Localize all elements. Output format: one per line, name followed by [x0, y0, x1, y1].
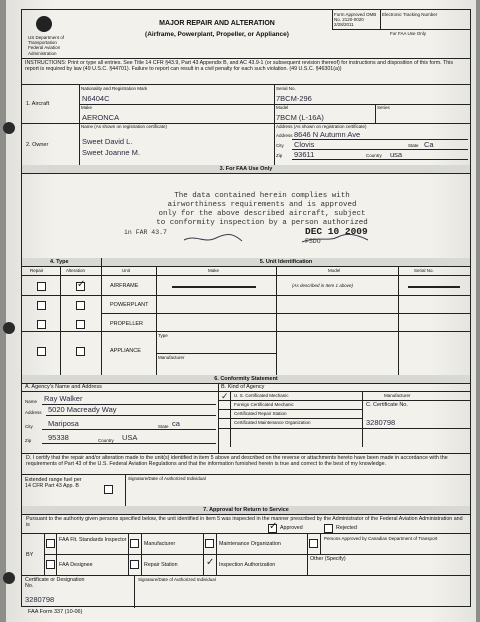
conformity-title: 6. Conformity Statement — [214, 376, 278, 382]
instructions: INSTRUCTIONS: Print or type all entries. See Title 14 CFR §43.9, Part 43 Appendix B, and AC 43.9-1 (or subsequent revision thereof) for instructions and disposition of this form. This report is required by law (49 U.S.C. §44701). Failure to report can result in a civil penalty for each such violation. (49 U.S.C. §46301(a)) — [25, 60, 453, 73]
unit-header: Unit — [122, 268, 131, 273]
agency-zip-value: 95338 — [48, 433, 69, 442]
country-label: Country — [366, 153, 382, 158]
approved-label: Approved — [280, 525, 303, 531]
stamp-date: DEC 10 2009 — [305, 226, 368, 237]
designation-label: Certificate or Designation No. — [25, 577, 85, 590]
kind-manufacturer: Manufacturer — [384, 393, 411, 398]
flt-standards-checkbox[interactable] — [46, 539, 55, 548]
owner-zip: 93611 — [294, 150, 315, 159]
cell-faa-designee: FAA Designee — [59, 562, 93, 568]
maint-org-checkbox[interactable] — [205, 539, 214, 548]
alteration-appliance-checkbox[interactable] — [76, 347, 85, 356]
faa-designee-checkbox[interactable] — [46, 560, 55, 569]
serial-label: Serial No. — [276, 86, 296, 91]
cell-repair-station: Repair Station — [144, 562, 178, 568]
alteration-propeller-checkbox[interactable] — [76, 320, 85, 329]
form-approved: Form Approved OMB No. 2120-0020 2/28/2011 — [334, 12, 377, 28]
approval-signature-label: Signature/Date of Authorized Individual — [138, 577, 216, 582]
certification-statement: D. I certify that the repair and/or alteration made to the unit(s) identified in item 5 above and described on the reverse or attachments hereto have been made in accordance with the requirements of Part 43 of the U.S. Federal Aviation Regulations and that the information furnished herein is true and correct to the best of my knowledge. — [26, 455, 448, 468]
agency-country-value: USA — [122, 433, 138, 442]
repair-powerplant-checkbox[interactable] — [37, 301, 46, 310]
cell-maint-org: Maintenance Organization — [219, 541, 281, 547]
unit-powerplant: POWERPLANT — [110, 302, 149, 308]
kind-repair-station: Certificated Repair Station — [234, 411, 287, 416]
faa-use-title: 3. For FAA Use Only — [219, 166, 273, 172]
agency-country-label: Country — [98, 438, 114, 443]
agency-name-label: Name — [25, 399, 38, 404]
stamp-line-2: airworthiness requirements and is approved — [167, 201, 357, 209]
kind-maint-org: Certificated Maintenance Organization — [234, 420, 311, 425]
cell-manufacturer: Manufacturer — [144, 541, 176, 547]
agency-state-value: ca — [172, 419, 180, 428]
make-header: Make — [208, 268, 220, 273]
dot-seal-icon — [36, 16, 52, 32]
agency-city-value: Mariposa — [48, 419, 79, 428]
alteration-header: Alteration — [66, 268, 86, 273]
designation-value: 3280798 — [25, 595, 55, 604]
form-page — [6, 0, 476, 622]
series-label: Series — [377, 105, 390, 110]
agency-name: US Department of Transportation Federal Aviation Administration — [28, 35, 65, 56]
form-337 — [21, 9, 471, 607]
owner-name-label: Name (As shown on registration certificate) — [81, 124, 168, 129]
unit-appliance: APPLIANCE — [110, 348, 141, 354]
form-title: MAJOR REPAIR AND ALTERATION — [159, 20, 275, 27]
agency-address-label: Address — [25, 410, 42, 415]
serial-value: 7BCM-296 — [276, 94, 312, 103]
by-label: BY — [26, 552, 34, 558]
agency-name-value: Ray Walker — [44, 394, 83, 403]
kind-foreign-mechanic: Foreign Certificated Mechanic — [234, 402, 294, 407]
faa-use-label: For FAA Use Only — [390, 31, 427, 36]
conformity-signature-label: Signature/Date of Authorized Individual — [128, 476, 206, 481]
agency-label: A. Agency's Name and Address — [25, 384, 102, 390]
zip-label: Zip — [276, 153, 283, 158]
type-label: Type — [158, 333, 168, 338]
alteration-powerplant-checkbox[interactable] — [76, 301, 85, 310]
cert-no-label: C. Certificate No. — [366, 402, 408, 408]
address-label: Address — [276, 133, 293, 138]
approved-checkbox[interactable] — [268, 521, 278, 533]
owner-name-2: Sweet Joanne M. — [82, 148, 140, 157]
stamp-line-1: The data contained herein complies with — [174, 192, 350, 200]
agency-city-label: City — [25, 424, 33, 429]
owner-name-1: Sweet David L. — [82, 137, 133, 146]
state-label: State — [408, 143, 419, 148]
punch-hole — [3, 122, 15, 134]
tracking-label: Electronic Tracking Number — [382, 12, 438, 17]
approved-check-mark: ✓ — [269, 521, 278, 532]
kind-us-mechanic: U. S. Certificated Mechanic — [234, 393, 289, 398]
unit-id-title: 5. Unit Identification — [259, 259, 313, 265]
cert-no-value: 3280798 — [366, 418, 396, 427]
kind-of-agency-label: B. Kind of Agency — [221, 384, 265, 390]
owner-addr-label: Address (As shown on registration certificate) — [276, 124, 367, 129]
stamp-line-5: in FAR 43.7 — [124, 229, 167, 236]
check-mark: ✓ — [77, 279, 86, 290]
stamp-line-3: only for the above described aircraft, subject — [158, 210, 366, 218]
model-value: 7BCM (L-16A) — [276, 113, 324, 122]
owner-city: Clovis — [294, 140, 315, 149]
unit-airframe: AIRFRAME — [110, 283, 139, 289]
repair-propeller-checkbox[interactable] — [37, 320, 46, 329]
form-subtitle: (Airframe, Powerplant, Propeller, or Appliance) — [145, 31, 289, 38]
repair-station-checkbox[interactable] — [130, 560, 139, 569]
extended-range-checkbox[interactable] — [104, 485, 113, 494]
model-header: Model — [328, 268, 341, 273]
approval-text: Pursuant to the authority given persons specified below, the unit identified in item 5 was inspected in the manner prescribed by the Administrator of the Federal Aviation Administration and is — [26, 516, 463, 529]
rejected-checkbox[interactable] — [324, 524, 333, 533]
stamp-line-4: to conformity inspection by a person authorized — [156, 219, 368, 227]
repair-airframe-checkbox[interactable] — [37, 282, 46, 291]
section-aircraft: 1. Aircraft — [26, 101, 50, 107]
repair-header: Repair — [30, 268, 44, 273]
canadian-checkbox[interactable] — [309, 539, 318, 548]
punch-hole — [3, 322, 15, 334]
faa-signature-scribble — [182, 232, 372, 246]
owner-state: Ca — [424, 140, 434, 149]
section-owner: 2. Owner — [26, 142, 49, 148]
cell-canadian: Persons Approved by Canadian Department of Transport — [324, 536, 438, 541]
agency-zip-label: Zip — [25, 438, 32, 443]
punch-hole — [3, 572, 15, 584]
agency-address-value: 5020 Macready Way — [48, 405, 117, 414]
manufacturer-checkbox[interactable] — [130, 539, 139, 548]
agency-state-label: State — [158, 424, 169, 429]
reg-label: Nationality and Registration Mark — [81, 86, 148, 91]
approval-title: 7. Approval for Return to Service — [203, 507, 289, 513]
serial-header: Serial No. — [414, 268, 434, 273]
kind-check-mark: ✓ — [221, 391, 229, 401]
model-label: Model — [276, 105, 289, 110]
manufacturer-label: Manufacturer — [158, 355, 185, 360]
city-label: City — [276, 143, 284, 148]
form-footer: FAA Form 337 (10-06) — [28, 609, 83, 615]
cell-flt-standards: FAA Flt. Standards Inspector — [59, 537, 127, 543]
owner-country: usa — [390, 150, 403, 159]
reg-value: N6404C — [82, 94, 110, 103]
unit-propeller: PROPELLER — [110, 321, 144, 327]
cell-inspection-auth: Inspection Authorization — [219, 562, 276, 568]
repair-appliance-checkbox[interactable] — [37, 347, 46, 356]
ia-check-mark: ✓ — [206, 557, 215, 568]
owner-address: 8646 N Autumn Ave — [294, 130, 361, 139]
make-label: Make — [81, 105, 93, 110]
type-title: 4. Type — [50, 259, 69, 265]
cell-other: Other (Specify) — [310, 556, 346, 562]
rejected-label: Rejected — [336, 525, 357, 531]
stamp-fsdo: FSDO — [305, 238, 321, 245]
make-value: AERONCA — [82, 113, 120, 122]
alteration-airframe-checkbox[interactable] — [76, 279, 86, 291]
airframe-note: (As described in Item 1 above) — [292, 283, 354, 288]
extended-range-label: Extended range fuel per 14 CFR Part 43 App. B — [25, 477, 82, 490]
